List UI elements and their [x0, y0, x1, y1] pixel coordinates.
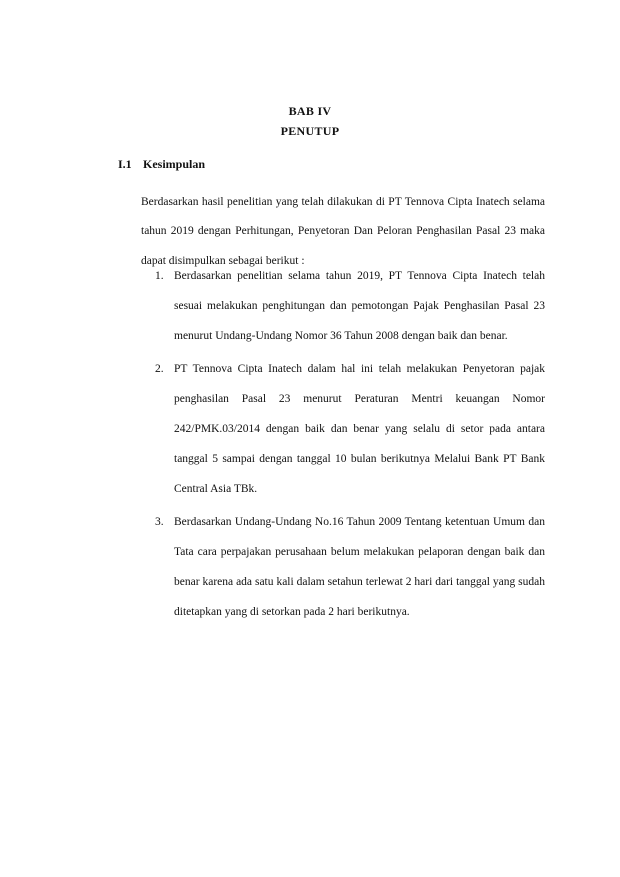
intro-paragraph: Berdasarkan hasil penelitian yang telah dilakukan di PT Tennova Cipta Inatech selama tahun 2019 dengan Perhitungan, Penyetoran Dan Peloran Penghasilan Pasal 23 maka dapat disimpulkan sebagai berikut :: [141, 195, 545, 267]
list-item-number: 3.: [155, 516, 164, 528]
list-item-text: PT Tennova Cipta Inatech dalam hal ini telah melakukan Penyetoran pajak penghasilan Pasal 23 menurut Peraturan Mentri keuangan Nomor 242/PMK.03/2014 dengan baik dan benar yang selalu di setor pada antara tanggal 5 sampai dengan tanggal 10 bulan berikutnya Melalui Bank PT Bank Central Asia TBk.: [174, 363, 545, 495]
list-item-text: Berdasarkan Undang-Undang No.16 Tahun 2009 Tentang ketentuan Umum dan Tata cara perpajakan perusahaan belum melakukan pelaporan dengan baik dan benar karena ada satu kali dalam setahun terlewat 2 hari dari tanggal yang sudah ditetapkan yang di setorkan pada 2 hari berikutnya.: [174, 516, 545, 618]
list-item-text: Berdasarkan penelitian selama tahun 2019, PT Tennova Cipta Inatech telah sesuai melakukan penghitungan dan pemotongan Pajak Penghasilan Pasal 23 menurut Undang-Undang Nomor 36 Tahun 2008 dengan baik dan benar.: [174, 270, 545, 342]
section-title: Kesimpulan: [143, 157, 206, 171]
list-item: [141, 354, 545, 504]
conclusion-list: [141, 261, 545, 630]
chapter-number: BAB IV: [288, 104, 332, 118]
section-heading: [118, 157, 205, 172]
list-item-number: 2.: [155, 363, 164, 375]
list-item: [141, 507, 545, 627]
section-number: I.1: [118, 157, 132, 171]
chapter-title: PENUTUP: [280, 124, 340, 138]
list-item: [141, 261, 545, 351]
list-item-number: 1.: [155, 270, 164, 282]
